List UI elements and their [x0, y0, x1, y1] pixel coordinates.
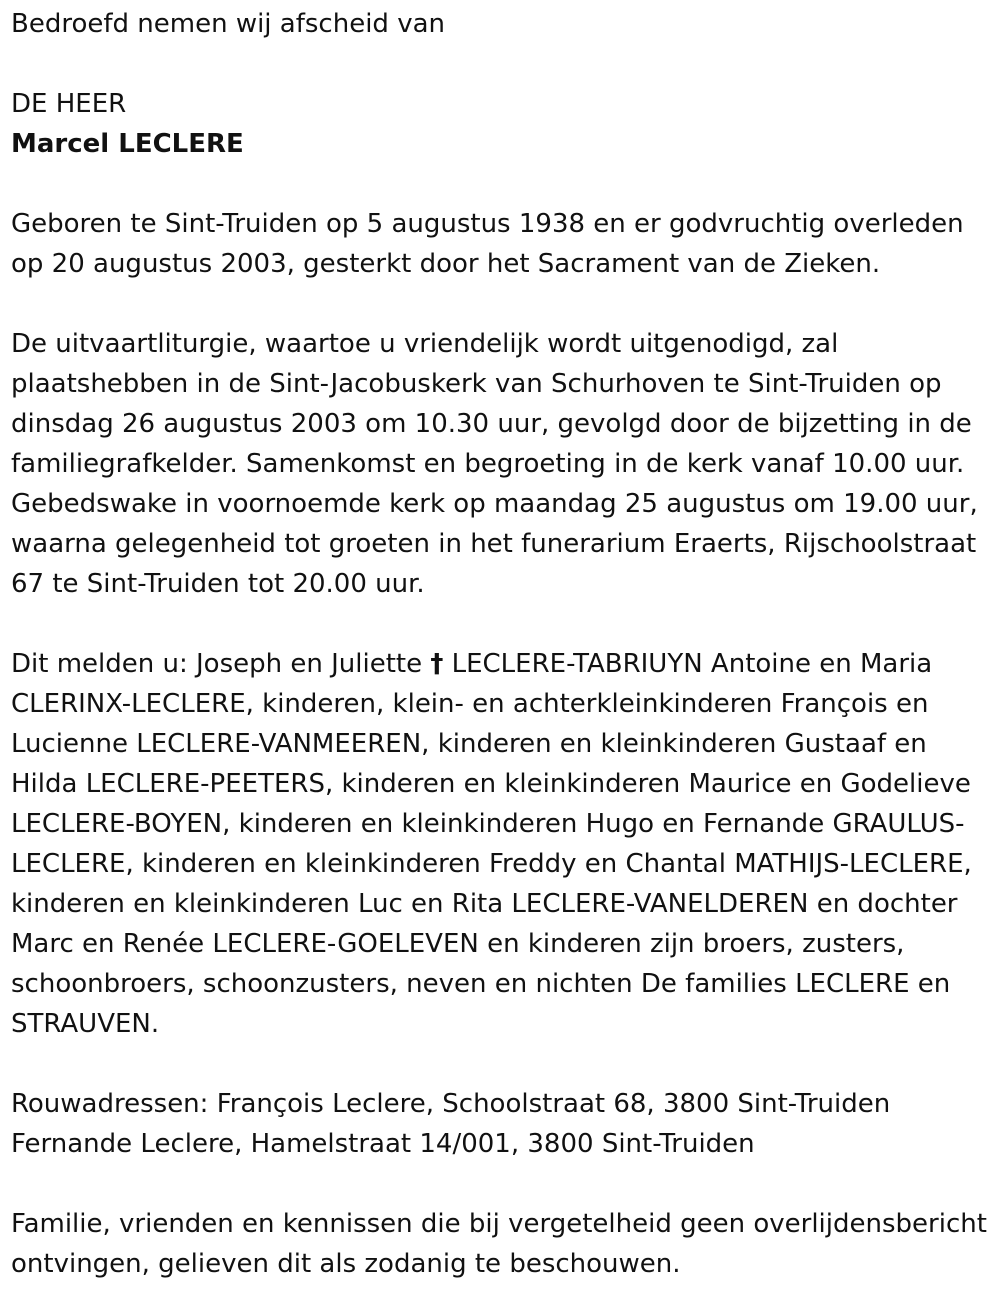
cross-icon: †	[430, 649, 444, 679]
family-announcement-paragraph	[11, 644, 989, 1044]
intro-text: Bedroefd nemen wij afscheid van	[11, 9, 445, 39]
family-text-rest: LECLERE-TABRIUYN Antoine en Maria CLERINX-LECLERE, kinderen, klein- en achterkleinkinderen François en Lucienne LECLERE-VANMEEREN, kinderen en kleinkinderen Gustaaf en Hilda LECLERE-PEETERS, kinderen en kleinkinderen Maurice en Godelieve LECLERE-BOYEN, kinderen en kleinkinderen Hugo en Fernande GRAULUS-LECLERE, kinderen en kleinkinderen Freddy en Chantal MATHIJS-LECLERE, kinderen en kleinkinderen Luc en Rita LECLERE-VANELDEREN en dochter Marc en Renée LECLERE-GOELEVEN en kinderen zijn broers, zusters, schoonbroers, schoonzusters, neven en nichten De families LECLERE en STRAUVEN.	[11, 649, 972, 1039]
address-line: Rouwadressen: François Leclere, Schoolstraat 68, 3800 Sint-Truiden	[11, 1089, 891, 1119]
mourning-addresses	[11, 1084, 989, 1164]
family-text-start: Dit melden u: Joseph en Juliette	[11, 649, 431, 679]
birth-death-paragraph: Geboren te Sint-Truiden op 5 augustus 1938 en er godvruchtig overleden op 20 augustus 2003, gesterkt door het Sacrament van de Zieken.	[11, 209, 964, 279]
address-line: Fernande Leclere, Hamelstraat 14/001, 3800 Sint-Truiden	[11, 1129, 755, 1159]
deceased-name: Marcel LECLERE	[11, 129, 244, 159]
closing-paragraph: Familie, vrienden en kennissen die bij vergetelheid geen overlijdensbericht ontvingen, gelieven dit als zodanig te beschouwen.	[11, 1209, 987, 1279]
salutation: DE HEER	[11, 89, 127, 119]
funeral-liturgy-paragraph: De uitvaartliturgie, waartoe u vriendelijk wordt uitgenodigd, zal plaatshebben in de Sint-Jacobuskerk van Schurhoven te Sint-Truiden op dinsdag 26 augustus 2003 om 10.30 uur, gevolgd door de bijzetting in de familiegrafkelder. Samenkomst en begroeting in de kerk vanaf 10.00 uur. Gebedswake in voornoemde kerk op maandag 25 augustus om 19.00 uur, waarna gelegenheid tot groeten in het funerarium Eraerts, Rijschoolstraat 67 te Sint-Truiden tot 20.00 uur.	[11, 329, 978, 599]
